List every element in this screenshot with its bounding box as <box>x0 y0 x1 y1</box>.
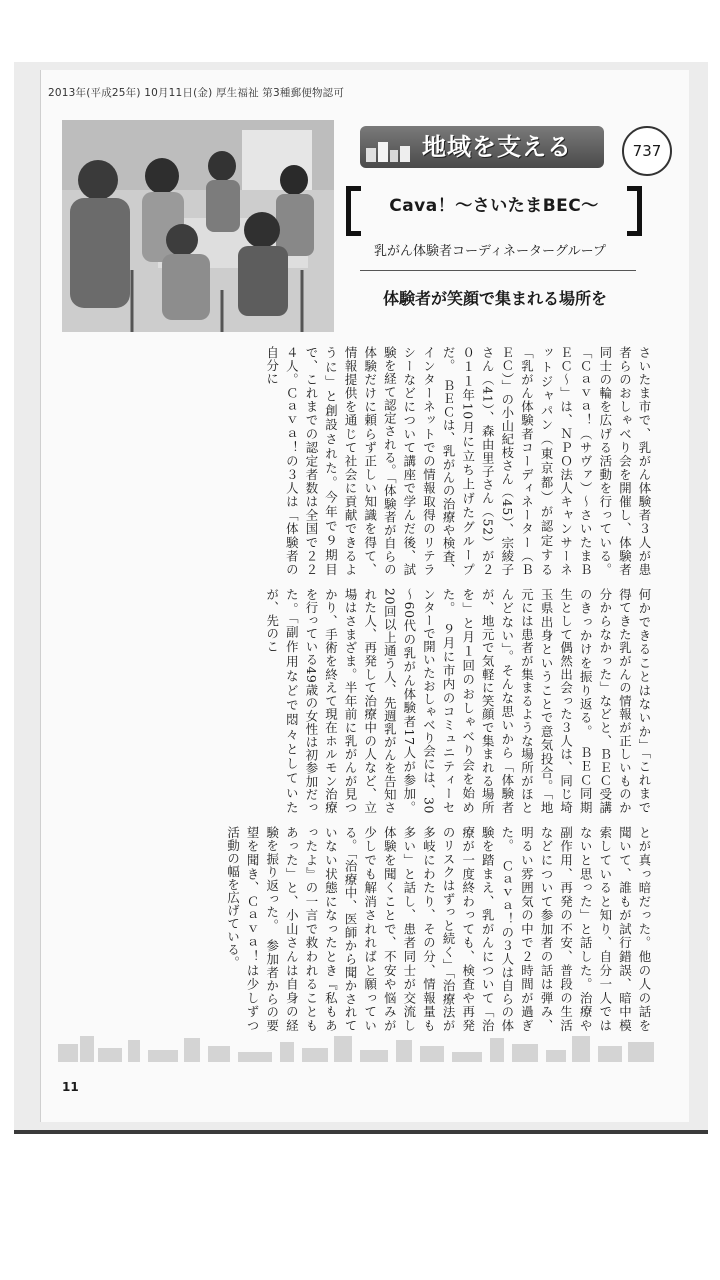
city-skyline-decoration <box>58 1032 654 1062</box>
article-photo <box>62 120 334 332</box>
article-body-tier-2: 何かできることはないか」「これまで得てきた乳がんの情報が正しいものか分からなかった」などと、ＢＥＣ受講のきっかけを振り返る。 ＢＥＣ同期生として偶然出会った３人は、同じ埼玉県出身ということで意気投合。「地元には患者が集まるような場所がほとんどない」。そんな思いから「体験者が、地元で気軽に笑顔で集まれる場所を」と月１回のおしゃべり会を始めた。 ９月に市内のコミュニティーセンターで開いたおしゃべり会には、30～60代の乳がん体験者17人が参加。20回以上通う人、先週乳がんを告知された人、再発して治療中の人など、立場はさまざま。半年前に乳がんが見つかり、手術を終えて現在ホルモン治療を行っている49歳の女性は初参加だった。「副作用などで悶々としていたが、先のこ <box>264 588 652 814</box>
article-body-tier-1: さいたま市で、乳がん体験者３人が患者らのおしゃべり会を開催し、体験者同士の輪を広げる活動を行っている。「Ｃａｖａ！（サヴァ）～さいたまＢＥＣ～」は、ＮＰＯ法人キャンサーネットジャパン（東京都）が認定する「乳がん体験者コーディネーター（ＢＥＣ）」の小山紀枝さん（45）、宗綾子さん（41）、森由里子さん（52）が２０１１年10月に立ち上げたグループだ。 ＢＥＣは、乳がんの治療や検査、インターネットでの情報取得のリテラシーなどについて講座で学んだ後、試験を経て認定される。「体験者が自らの体験だけに頼らず正しい知識を得て、情報提供を通じて社会に貢献できるように」と創設された。今年で９期目で、これまでの認定者数は全国で２２４人。Ｃａｖａ！の３人は「体験者の自分に <box>264 346 652 576</box>
publication-date-line: 2013年(平成25年) 10月11日(金) 厚生福祉 第3種郵便物認可 <box>48 87 345 99</box>
page-number: 11 <box>62 1080 79 1094</box>
group-name: Cava！～さいたまBEC～ <box>389 196 599 216</box>
article-subtitle: 乳がん体験者コーディネーターグループ <box>374 244 606 259</box>
article-title-block <box>340 120 680 332</box>
series-number-badge: 737 <box>622 126 672 176</box>
bottom-divider-bar <box>14 1130 708 1134</box>
buildings-icon <box>366 140 410 162</box>
title-divider <box>360 270 636 271</box>
article-body-tier-3: とが真っ暗だった。他の人の話を聞いて、誰もが試行錯誤、暗中模索していると知り、自分一人ではないと思った」と話した。治療や副作用、再発の不安、普段の生活などについて参加者の話は弾み、明るい雰囲気の中で２時間が過ぎた。 Ｃａｖａ！の３人は自らの体験を踏まえ、乳がんについて「治療が一度終わっても、検査や再発のリスクはずっと続く」「治療法が多岐にわたり、その分、情報量も多い」と話し、患者同士が交流し体験を聞くことで、不安や悩みが少しでも解消されればと願っている。「治療中、医師から聞かされていない状態になったとき『私もあったよ』の一言で救われることもあった」と、小山さんは自身の経験を振り返った。 参加者からの要望を聞き、Ｃａｖａ！は少しずつ活動の幅を広げている。 <box>225 826 652 1032</box>
series-title: 地域を支える <box>422 133 572 161</box>
group-name-frame <box>346 186 642 226</box>
series-banner <box>360 126 604 168</box>
article-headline: 体験者が笑顔で集まれる場所を <box>382 289 607 308</box>
